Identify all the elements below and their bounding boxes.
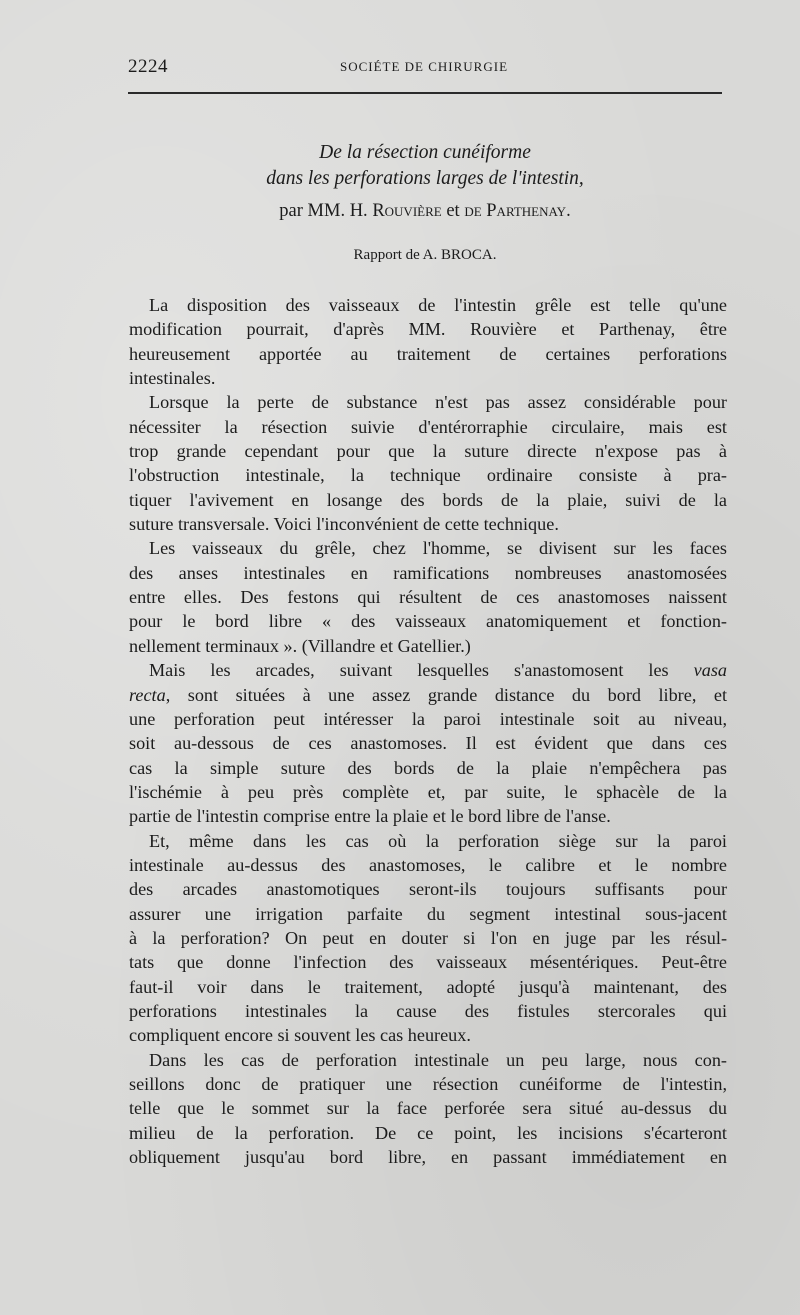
article-title [128, 140, 722, 192]
text-line: à la perforation? On peut en douter si l'on en juge par les résul- [129, 927, 727, 948]
italic-term-recta: recta [129, 684, 166, 705]
header-rule [128, 92, 722, 94]
authors-connector: et [441, 201, 465, 221]
text-line: compliquent encore si souvent les cas heureux. [129, 1025, 471, 1046]
page-number: 2224 [128, 56, 168, 77]
text-line: trop grande cependant pour que la suture directe n'expose pas à [129, 441, 727, 462]
journal-name: SOCIÉTE DE CHIRURGIE [339, 59, 509, 74]
authors-suffix: . [566, 201, 571, 221]
text-line: soit au-dessous de ces anastomoses. Il est évident que dans ces [129, 733, 727, 754]
text-line: perforations intestinales la cause des fistules stercorales qui [129, 1000, 727, 1021]
text-line: obliquement jusqu'au bord libre, en passant immédiatement en [129, 1147, 727, 1168]
text-line: tiquer l'avivement en losange des bords de la plaie, suivi de la [129, 489, 727, 510]
text-line: Et, même dans les cas où la perforation siège sur la paroi [149, 830, 727, 851]
text-line: partie de l'intestin comprise entre la plaie et le bord libre de l'anse. [129, 806, 611, 827]
text-segment: , sont situées à une assez grande distance du bord libre, et [165, 684, 727, 705]
text-line: cas la simple suture des bords de la plaie n'empêchera pas [129, 757, 727, 778]
text-line: La disposition des vaisseaux de l'intestin grêle est telle qu'une [149, 295, 727, 315]
text-line [129, 683, 727, 707]
authors-line [128, 201, 722, 222]
text-line [129, 658, 727, 682]
text-line: assurer une irrigation parfaite du segment intestinal sous-jacent [129, 903, 727, 924]
author-parthenay: de Parthenay [464, 201, 567, 221]
text-line: Lorsque la perte de substance n'est pas assez considérable pour [149, 392, 727, 413]
text-line: intestinale au-dessus des anastomoses, le calibre et le nombre [129, 854, 727, 875]
text-line: nellement terminaux ». (Villandre et Gatellier.) [129, 635, 471, 656]
title-line-2: dans les perforations larges de l'intestin, [266, 168, 584, 189]
body-text [129, 293, 727, 1169]
text-line: heureusement apportée au traitement de certaines perforations [129, 343, 727, 364]
text-line: faut-il voir dans le traitement, adopté jusqu'à maintenant, des [129, 976, 727, 997]
text-segment: Mais les arcades, suivant lesquelles s'anastomosent les [149, 660, 694, 681]
text-line: une perforation peut intéresser la paroi intestinale soit au niveau, [129, 708, 727, 729]
italic-term-vasa: vasa [693, 660, 727, 681]
text-line: Les vaisseaux du grêle, chez l'homme, se divisent sur les faces [149, 538, 727, 559]
text-line: modification pourrait, d'après MM. Rouvière et Parthenay, être [129, 319, 727, 340]
authors-prefix: par MM. H. [279, 201, 373, 221]
running-head [128, 56, 720, 80]
text-line: entre elles. Des festons qui résultent de ces anastomoses naissent [129, 587, 727, 608]
text-line: l'obstruction intestinale, la technique ordinaire consiste à pra- [129, 465, 727, 486]
text-line: milieu de la perforation. De ce point, les incisions s'écarteront [129, 1122, 727, 1143]
text-line: nécessiter la résection suivie d'entérorraphie circulaire, mais est [129, 416, 727, 437]
text-line: pour le bord libre « des vaisseaux anatomiquement et fonction- [129, 611, 727, 632]
text-line: des arcades anastomotiques seront-ils toujours suffisants pour [129, 879, 727, 900]
text-line: l'ischémie à peu près complète et, par suite, le sphacèle de la [129, 781, 727, 802]
text-line: des anses intestinales en ramifications nombreuses anastomosées [129, 562, 727, 583]
text-line: Dans les cas de perforation intestinale un peu large, nous con- [149, 1049, 727, 1070]
text-line: suture transversale. Voici l'inconvénient de cette technique. [129, 514, 559, 535]
text-line: telle que le sommet sur la face perforée sera situé au-dessus du [129, 1098, 727, 1119]
report-line: Rapport de A. BROCA. [353, 247, 497, 263]
author-rouviere: Rouvière [372, 201, 442, 221]
text-line: seillons donc de pratiquer une résection cunéiforme de l'intestin, [129, 1074, 727, 1094]
title-line-1: De la résection cunéiforme [319, 142, 531, 163]
text-line: intestinales. [129, 368, 216, 389]
text-line: tats que donne l'infection des vaisseaux mésentériques. Peut-être [129, 952, 727, 973]
